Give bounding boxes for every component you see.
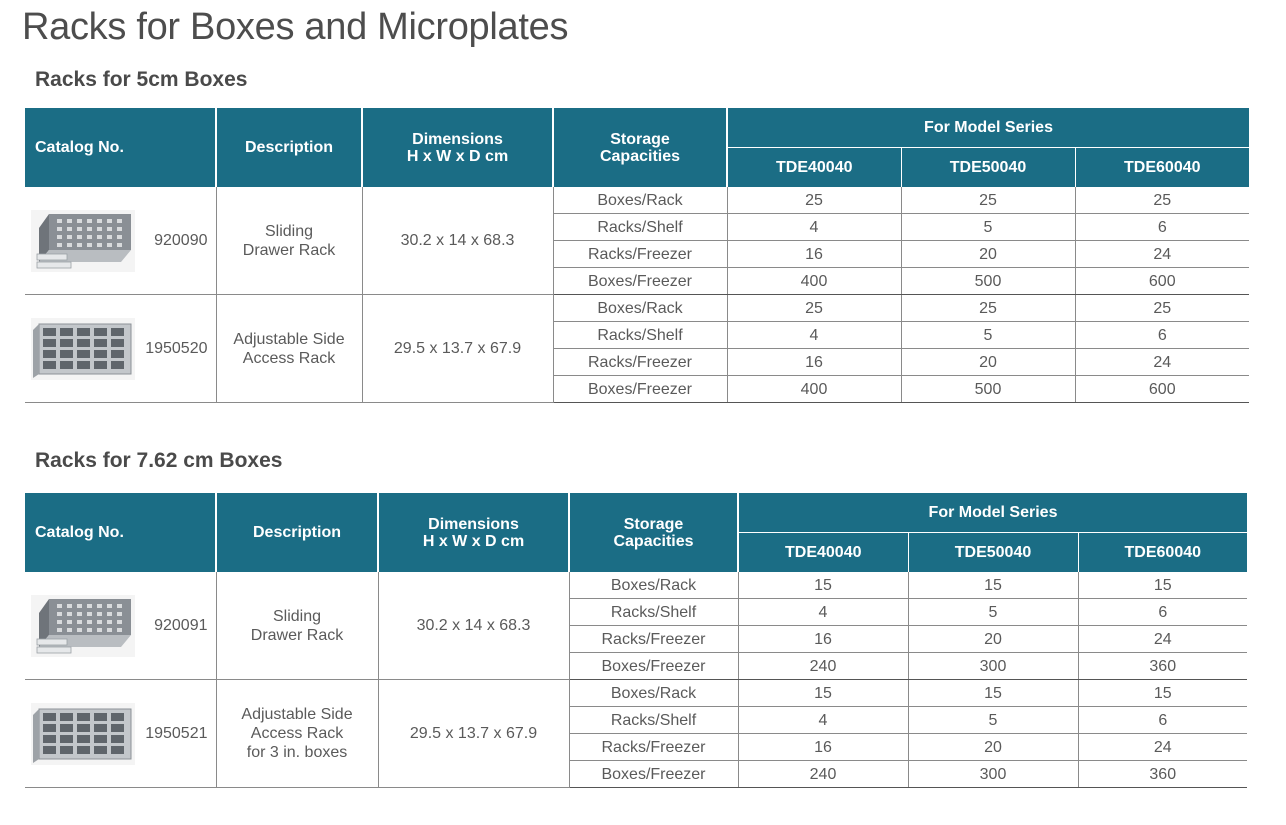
catalog-cell (25, 572, 216, 680)
capacity-value-tde60040: 360 (1078, 653, 1247, 680)
description-cell (216, 187, 362, 295)
catalog-number: 920091 (154, 617, 208, 634)
description-line: Adjustable Side (233, 330, 345, 348)
capacity-value-tde40040: 16 (738, 626, 908, 653)
header-dimensions: Dimensions H x W x D cm (362, 108, 553, 187)
capacity-value-tde40040: 4 (727, 214, 901, 241)
capacity-value-tde40040: 4 (738, 599, 908, 626)
description-line: for 3 in. boxes (246, 744, 348, 761)
capacity-value-tde50040: 20 (908, 626, 1078, 653)
capacity-value-tde40040: 16 (738, 734, 908, 761)
header-model-tde60040: TDE60040 (1078, 533, 1247, 573)
capacity-value-tde60040: 6 (1075, 322, 1249, 349)
capacity-value-tde50040: 300 (908, 653, 1078, 680)
capacity-value-tde40040: 400 (727, 376, 901, 403)
capacity-label: Racks/Shelf (553, 214, 727, 241)
capacity-value-tde40040: 4 (727, 322, 901, 349)
description-line: Sliding (272, 607, 322, 625)
side-access-rack-image (31, 318, 135, 380)
header-model-series: For Model Series (738, 493, 1247, 533)
capacity-label: Racks/Shelf (569, 599, 738, 626)
rack-table (25, 108, 1249, 403)
catalog-number: 1950521 (145, 725, 208, 742)
capacity-value-tde40040: 240 (738, 653, 908, 680)
description-line: Drawer Rack (242, 241, 336, 259)
description-line: Access Rack (242, 349, 336, 367)
header-description: Description (216, 108, 362, 187)
capacity-value-tde60040: 15 (1078, 572, 1247, 599)
capacity-value-tde60040: 6 (1078, 599, 1247, 626)
header-model-tde50040: TDE50040 (901, 148, 1075, 188)
capacity-value-tde60040: 24 (1078, 626, 1247, 653)
header-storage-capacities: Storage Capacities (553, 108, 727, 187)
capacity-value-tde50040: 15 (908, 680, 1078, 707)
capacity-value-tde60040: 6 (1075, 214, 1249, 241)
capacity-value-tde40040: 15 (738, 572, 908, 599)
dimensions-cell: 30.2 x 14 x 68.3 (362, 187, 553, 295)
catalog-number: 920090 (154, 232, 208, 249)
description-line: Sliding (264, 222, 314, 240)
dimensions-cell: 29.5 x 13.7 x 67.9 (378, 680, 569, 788)
table-row (25, 295, 1249, 322)
sliding-drawer-rack-image (31, 210, 135, 272)
capacity-label: Boxes/Freezer (569, 761, 738, 788)
capacity-value-tde40040: 400 (727, 268, 901, 295)
catalog-cell (25, 680, 216, 788)
header-storage-capacities: Storage Capacities (569, 493, 738, 572)
capacity-value-tde60040: 15 (1078, 680, 1247, 707)
capacity-label: Boxes/Freezer (553, 376, 727, 403)
capacity-value-tde60040: 24 (1075, 349, 1249, 376)
capacity-value-tde50040: 20 (901, 241, 1075, 268)
capacity-value-tde50040: 5 (901, 214, 1075, 241)
description-line: Adjustable Side (241, 706, 353, 723)
capacity-value-tde40040: 25 (727, 187, 901, 214)
catalog-cell (25, 187, 216, 295)
header-description: Description (216, 493, 378, 572)
capacity-label: Racks/Freezer (553, 349, 727, 376)
header-model-tde40040: TDE40040 (738, 533, 908, 573)
capacity-value-tde60040: 360 (1078, 761, 1247, 788)
page-title: Racks for Boxes and Microplates (22, 6, 569, 48)
description-line: Drawer Rack (250, 626, 344, 644)
header-model-series: For Model Series (727, 108, 1249, 148)
capacity-label: Boxes/Rack (553, 187, 727, 214)
header-catalog-no: Catalog No. (25, 493, 216, 572)
rack-table (25, 493, 1247, 788)
catalog-number: 1950520 (145, 340, 208, 357)
capacity-value-tde50040: 5 (908, 599, 1078, 626)
capacity-value-tde50040: 5 (908, 707, 1078, 734)
section-title: Racks for 5cm Boxes (35, 68, 248, 91)
capacity-value-tde50040: 15 (908, 572, 1078, 599)
capacity-value-tde50040: 25 (901, 187, 1075, 214)
description-line: Access Rack (250, 725, 344, 742)
capacity-value-tde50040: 500 (901, 268, 1075, 295)
header-model-tde60040: TDE60040 (1075, 148, 1249, 188)
capacity-value-tde50040: 25 (901, 295, 1075, 322)
capacity-label: Boxes/Rack (569, 680, 738, 707)
description-cell (216, 572, 378, 680)
table-row (25, 680, 1247, 707)
capacity-label: Racks/Freezer (569, 626, 738, 653)
description-cell (216, 680, 378, 788)
capacity-value-tde60040: 25 (1075, 187, 1249, 214)
capacity-label: Racks/Shelf (569, 707, 738, 734)
capacity-value-tde40040: 16 (727, 349, 901, 376)
header-dimensions: Dimensions H x W x D cm (378, 493, 569, 572)
capacity-label: Boxes/Freezer (553, 268, 727, 295)
capacity-label: Boxes/Rack (553, 295, 727, 322)
capacity-value-tde50040: 5 (901, 322, 1075, 349)
sliding-drawer-rack-image (31, 595, 135, 657)
capacity-value-tde60040: 24 (1075, 241, 1249, 268)
capacity-label: Boxes/Rack (569, 572, 738, 599)
side-access-rack-image (31, 703, 135, 765)
capacity-label: Racks/Shelf (553, 322, 727, 349)
capacity-value-tde40040: 15 (738, 680, 908, 707)
capacity-value-tde60040: 6 (1078, 707, 1247, 734)
header-model-tde40040: TDE40040 (727, 148, 901, 188)
capacity-value-tde50040: 20 (901, 349, 1075, 376)
table-row (25, 187, 1249, 214)
dimensions-cell: 29.5 x 13.7 x 67.9 (362, 295, 553, 403)
capacity-value-tde60040: 600 (1075, 376, 1249, 403)
capacity-value-tde40040: 4 (738, 707, 908, 734)
catalog-cell (25, 295, 216, 403)
capacity-value-tde50040: 500 (901, 376, 1075, 403)
capacity-value-tde60040: 24 (1078, 734, 1247, 761)
header-model-tde50040: TDE50040 (908, 533, 1078, 573)
table-row (25, 572, 1247, 599)
section-title: Racks for 7.62 cm Boxes (35, 449, 283, 472)
capacity-value-tde60040: 25 (1075, 295, 1249, 322)
capacity-label: Racks/Freezer (569, 734, 738, 761)
capacity-label: Racks/Freezer (553, 241, 727, 268)
capacity-value-tde40040: 16 (727, 241, 901, 268)
description-cell (216, 295, 362, 403)
dimensions-cell: 30.2 x 14 x 68.3 (378, 572, 569, 680)
capacity-label: Boxes/Freezer (569, 653, 738, 680)
capacity-value-tde50040: 20 (908, 734, 1078, 761)
capacity-value-tde50040: 300 (908, 761, 1078, 788)
capacity-value-tde40040: 25 (727, 295, 901, 322)
capacity-value-tde60040: 600 (1075, 268, 1249, 295)
header-catalog-no: Catalog No. (25, 108, 216, 187)
capacity-value-tde40040: 240 (738, 761, 908, 788)
